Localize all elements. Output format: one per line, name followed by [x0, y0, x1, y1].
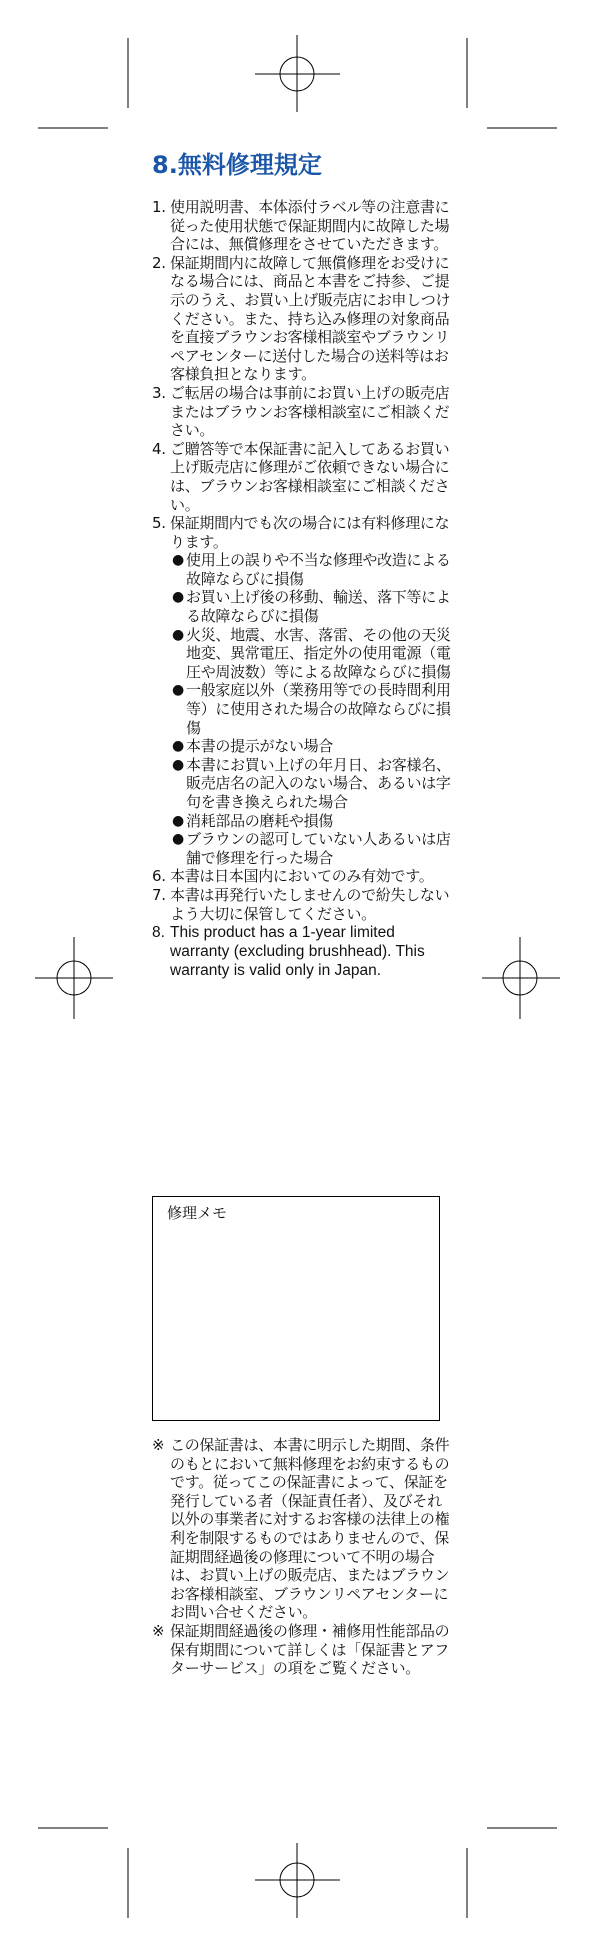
warranty-terms	[152, 150, 452, 980]
case-text: 消耗部品の磨耗や損傷	[186, 811, 334, 830]
term-text: 本書は日本国内においてのみ有効です。	[170, 867, 434, 886]
registration-mark-bottom	[255, 1843, 340, 1918]
registration-mark-top	[255, 35, 340, 112]
footnote	[152, 1622, 452, 1678]
term-item-2	[152, 254, 452, 384]
terms-list	[152, 198, 452, 980]
bullet-icon: ●	[172, 756, 184, 773]
case-text: 一般家庭以外（業務用等での長時間利用等）に使用された場合の故障ならびに損傷	[186, 681, 451, 737]
bullet-icon: ●	[172, 831, 184, 848]
reference-mark-icon: ※	[152, 1436, 165, 1454]
term-item-5	[152, 514, 452, 867]
term-text: 使用説明書、本体添付ラベル等の注意書に従った使用状態で保証期間内に故障した場合には、無償修理をさせていただきます。	[170, 198, 450, 254]
repair-memo-label: 修理メモ	[167, 1204, 228, 1222]
term-item-7	[152, 886, 452, 923]
case-text: 火災、地震、水害、落雷、その他の天災地変、異常電圧、指定外の使用電源（電圧や周波数）等による故障ならびに損傷	[186, 625, 451, 681]
paid-repair-case	[172, 812, 452, 831]
case-text: 本書にお買い上げの年月日、お客様名、販売店名の記入のない場合、あるいは字句を書き換えられた場合	[186, 755, 451, 811]
case-text: ブラウンの認可していない人あるいは店舗で修理を行った場合	[186, 830, 451, 867]
case-text: 使用上の誤りや不当な修理や改造による故障ならびに損傷	[186, 551, 451, 588]
term-item-6	[152, 867, 452, 886]
term-text: ご転居の場合は事前にお買い上げの販売店またはブラウンお客様相談室にご相談ください。	[170, 383, 450, 440]
paid-repair-case	[172, 756, 452, 812]
case-text: 本書の提示がない場合	[186, 737, 334, 756]
registration-mark-right	[482, 937, 560, 1019]
case-text: お買い上げ後の移動、輸送、落下等による故障ならびに損傷	[186, 588, 451, 626]
paid-repair-case	[172, 588, 452, 625]
bullet-icon: ●	[172, 812, 184, 829]
term-text: 保証期間内に故障して無償修理をお受けになる場合には、商品と本書をご持参、ご提示のうえ、お買い上げ販売店にお申しつけください。また、持ち込み修理の対象商品を直接ブラウンお客様相談室やブラウンリペアセンターに送付した場合の送料等はお客様負担となります。	[170, 253, 451, 384]
term-item-1	[152, 198, 452, 254]
paid-repair-case	[172, 830, 452, 867]
term-text: 保証期間内でも次の場合には有料修理になります。	[170, 514, 450, 551]
term-number: 8.	[152, 924, 165, 942]
term-number: 2.	[152, 253, 166, 272]
crop-mark-top-right	[467, 38, 557, 128]
term-number: 1.	[152, 198, 166, 216]
paid-repair-case	[172, 681, 452, 737]
footnote-text: 保証期間経過後の修理・補修用性能部品の保有期間について詳しくは「保証書とアフターサービス」の項をご覧ください。	[170, 1621, 450, 1678]
term-number: 6.	[152, 867, 166, 886]
footnotes	[152, 1436, 452, 1678]
footnote	[152, 1436, 452, 1622]
footnote-text: この保証書は、本書に明示した期間、条件のもとにおいて無料修理をお約束するものです。従ってこの保証書によって、保証を発行している者（保証責任者）、及びそれ以外の事業者に対するお客様の法律上の権利を制限するものではありませんので、保証期間経過後の修理について不明の場合は、お買い上げの販売店、またはブラウンお客様相談室、ブラウンリペアセンターにお問い合せください。	[170, 1436, 450, 1622]
term-item-4	[152, 440, 452, 514]
term-item-3	[152, 384, 452, 440]
term-item-8	[152, 923, 452, 980]
term-number: 4.	[152, 439, 166, 458]
bullet-icon: ●	[172, 552, 184, 569]
crop-mark-top-left	[38, 38, 128, 128]
registration-mark-left	[35, 937, 113, 1019]
section-title: 8.無料修理規定	[152, 151, 322, 179]
bullet-icon: ●	[172, 682, 184, 699]
term-number: 5.	[152, 514, 166, 533]
term-text: This product has a 1-year limited warranty (excluding brushhead). This warranty is valid only in Japan.	[170, 924, 425, 980]
reference-mark-icon: ※	[152, 1621, 165, 1640]
bullet-icon: ●	[172, 589, 184, 606]
crop-mark-bottom-left	[38, 1828, 128, 1918]
paid-repair-case	[172, 551, 452, 588]
paid-repair-case	[172, 626, 452, 682]
term-text: 本書は再発行いたしませんので紛失しないよう大切に保管してください。	[170, 885, 450, 923]
paid-repair-case	[172, 737, 452, 756]
paid-repair-list	[170, 551, 452, 867]
term-number: 3.	[152, 383, 166, 402]
term-text: ご贈答等で本保証書に記入してあるお買い上げ販売店に修理がご依頼できない場合には、ブラウンお客様相談室にご相談ください。	[170, 439, 450, 514]
crop-mark-bottom-right	[467, 1828, 557, 1918]
repair-memo-box	[152, 1196, 440, 1421]
bullet-icon: ●	[172, 738, 184, 755]
term-number: 7.	[152, 885, 166, 904]
bullet-icon: ●	[172, 626, 184, 643]
